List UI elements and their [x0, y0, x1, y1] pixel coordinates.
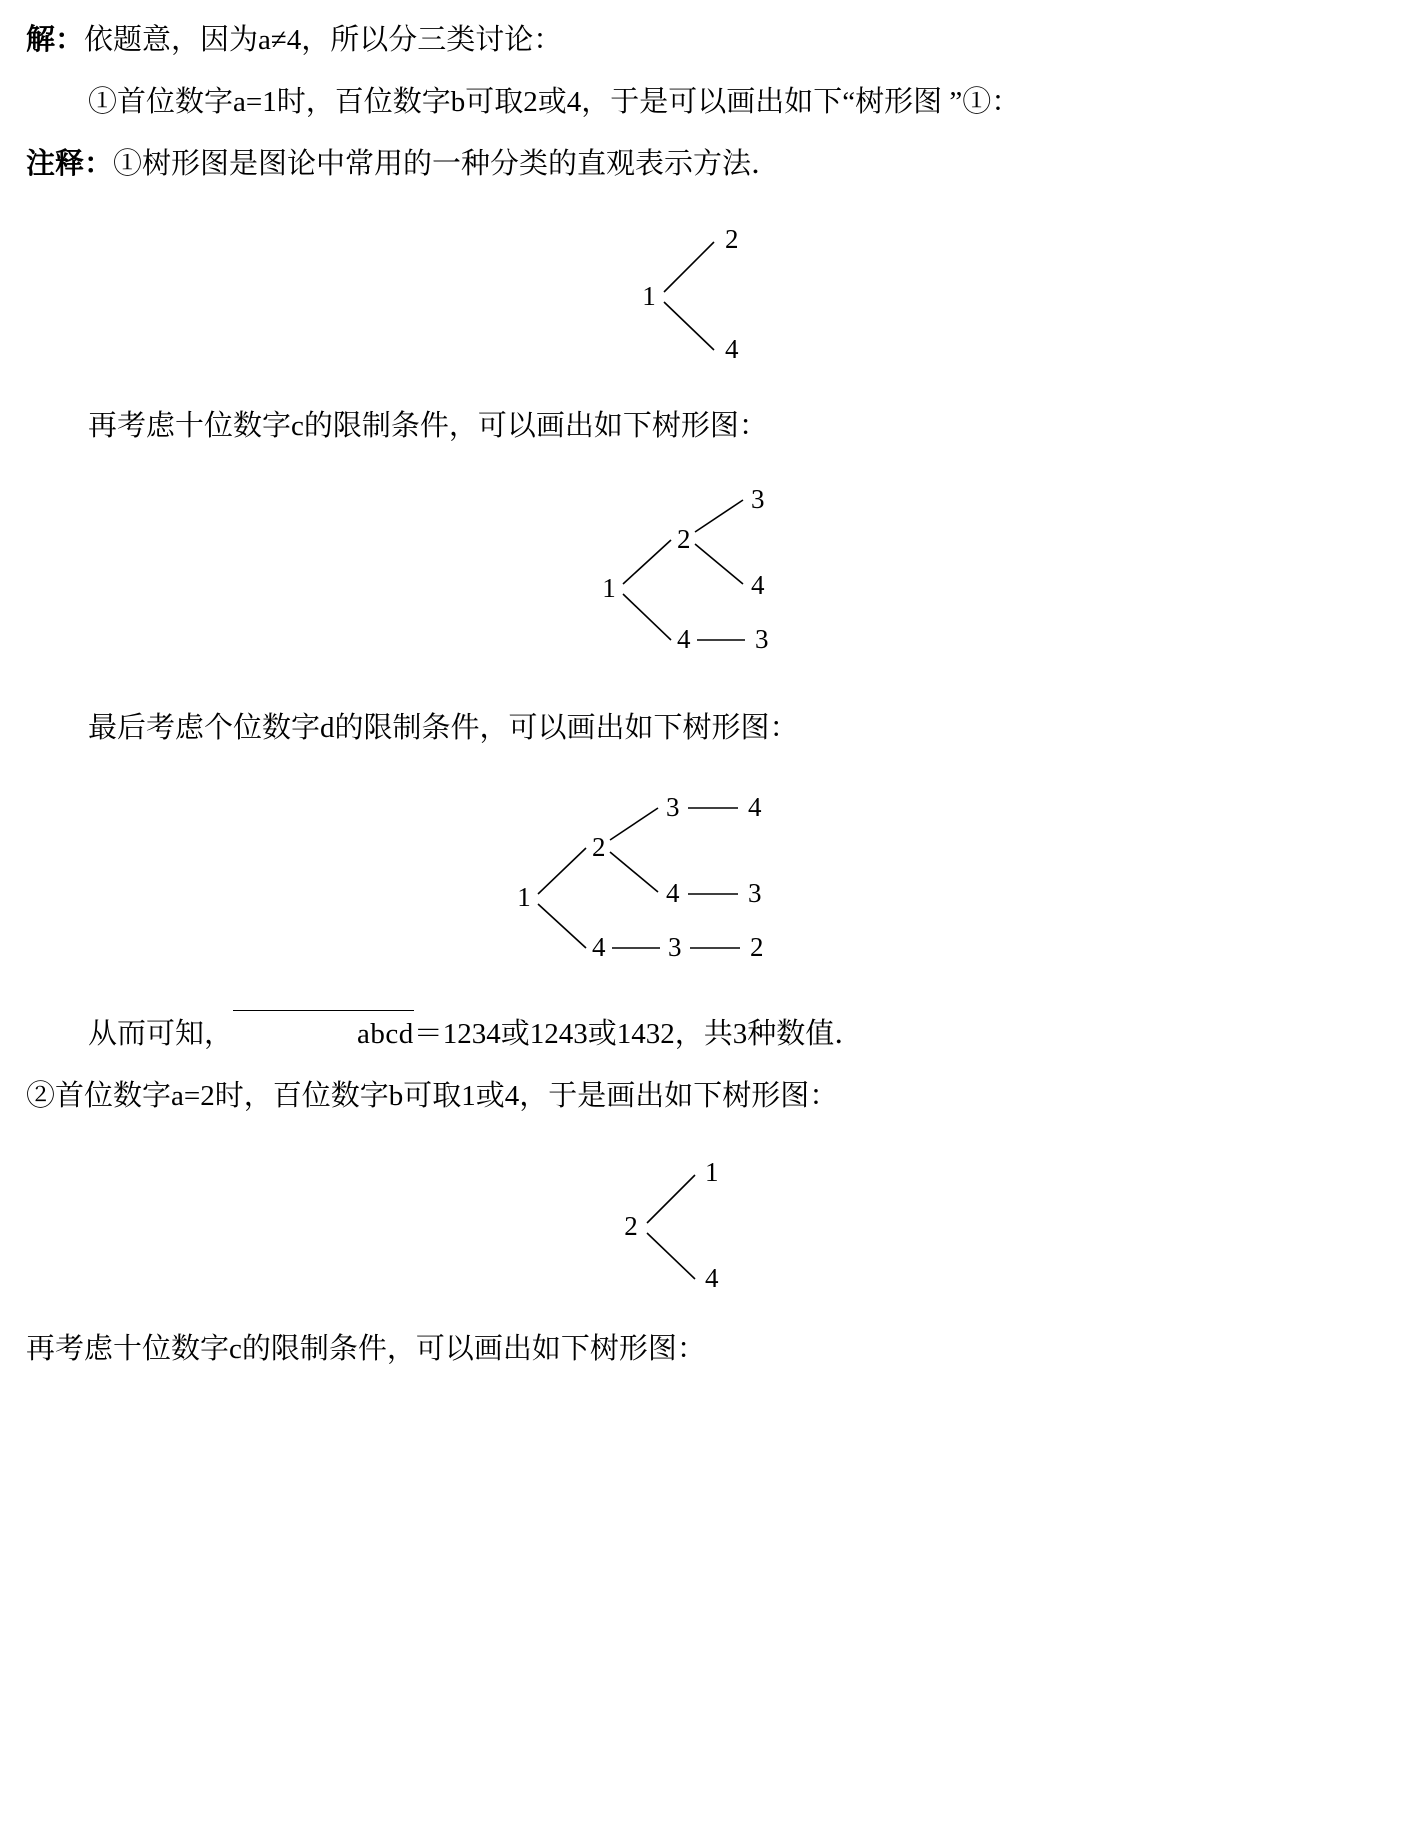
consider-c-2-text: 再考虑十位数字c的限制条件，可以画出如下树形图： [26, 1332, 706, 1365]
tree1-branch-1-label: 4 [725, 334, 739, 365]
tree3-from4-0-label: 3 [668, 932, 682, 963]
conclusion-suffix: ＝1234或1243或1432，共3种数值． [413, 1018, 864, 1051]
tree2-level1-0-label: 2 [677, 524, 691, 555]
tree2-edge-2-3 [695, 500, 743, 532]
tree4-branch-0-label: 1 [705, 1156, 719, 1187]
solution-label: 解： [26, 24, 85, 56]
tree-diagram-3 [0, 784, 1418, 974]
note-label: 注释： [26, 148, 114, 181]
spacer-after-tree3 [0, 974, 1418, 1008]
paragraph-consider-d [0, 706, 1418, 750]
tree-4-svg [559, 1153, 879, 1293]
tree3-from4child-0-label: 3 [748, 878, 762, 909]
tree3-root-label: 1 [517, 882, 531, 913]
tree3-level1-0-label: 2 [592, 832, 606, 863]
tree3-edge-root-4 [538, 904, 586, 948]
tree3-edge-root-2 [538, 848, 586, 894]
tree3-from2-1-label: 4 [666, 878, 680, 909]
overline-abcd [233, 1008, 414, 1056]
spacer-after-tree1 [0, 370, 1418, 404]
consider-c-text: 再考虑十位数字c的限制条件，可以画出如下树形图： [88, 410, 768, 443]
tree1-edge-upper [664, 242, 714, 292]
tree-1-svg [569, 220, 889, 370]
note-text: ①树形图是图论中常用的一种分类的直观表示方法． [113, 148, 781, 181]
tree2-from4-0-label: 3 [755, 624, 769, 655]
tree2-edge-2-4 [695, 544, 743, 584]
spacer-after-intro [0, 62, 1418, 80]
top-spacer [0, 0, 1418, 18]
tree2-from2-0-label: 3 [751, 484, 765, 515]
spacer-before-tree2 [0, 448, 1418, 482]
paragraph-case-1 [0, 80, 1418, 124]
spacer-after-tree4 [0, 1293, 1418, 1327]
tree2-edge-root-4 [623, 594, 671, 640]
case-2-text: ②首位数字a=2时，百位数字b可取1或4，于是画出如下树形图： [26, 1080, 839, 1113]
tree3-level1-1-label: 4 [592, 932, 606, 963]
tree-2-svg [559, 482, 919, 672]
spacer-after-case1 [0, 124, 1418, 142]
overline-bar [233, 1010, 414, 1011]
overline-text: abcd [357, 1018, 414, 1051]
spacer-after-tree2 [0, 672, 1418, 706]
tree4-edge-upper [647, 1175, 695, 1223]
tree3-from43-0-label: 2 [750, 932, 764, 963]
tree2-root-label: 1 [602, 573, 616, 604]
tree2-edge-root-2 [623, 540, 671, 584]
solution-text: 依题意，因为a≠4，所以分三类讨论： [84, 24, 563, 56]
tree-diagram-1 [0, 220, 1418, 370]
paragraph-solution-intro [0, 18, 1418, 62]
spacer-before-tree4 [0, 1119, 1418, 1153]
paragraph-case-2 [0, 1074, 1418, 1118]
tree3-edge-2-3 [610, 808, 658, 840]
consider-d-text: 最后考虑个位数字d的限制条件，可以画出如下树形图： [88, 712, 799, 745]
tree2-from2-1-label: 4 [751, 570, 765, 601]
tree4-branch-1-label: 4 [705, 1262, 719, 1293]
tree1-branch-0-label: 2 [725, 224, 739, 255]
spacer-before-tree3 [0, 750, 1418, 784]
tree-diagram-2 [0, 482, 1418, 672]
tree2-level1-1-label: 4 [677, 624, 691, 655]
tree1-edge-lower [664, 302, 714, 350]
paragraph-consider-c-2 [0, 1327, 1418, 1371]
paragraph-consider-c [0, 404, 1418, 448]
paragraph-note [0, 142, 1418, 186]
case-1-text: ①首位数字a=1时，百位数字b可取2或4，于是可以画出如下“树形图 ”①： [88, 86, 1021, 119]
tree4-root-label: 2 [624, 1210, 638, 1241]
tree4-edge-lower [647, 1233, 695, 1279]
tree3-from2-0-label: 3 [666, 792, 680, 823]
spacer-after-conclusion [0, 1056, 1418, 1074]
tree1-root-label: 1 [642, 281, 656, 312]
tree3-edge-2-4 [610, 852, 658, 892]
conclusion-prefix: 从而可知， [88, 1018, 234, 1051]
tree-diagram-4 [0, 1153, 1418, 1293]
tree3-from3-0-label: 4 [748, 792, 762, 823]
tree-3-svg [474, 784, 944, 974]
spacer-before-tree1 [0, 186, 1418, 220]
paragraph-conclusion-1 [0, 1008, 1418, 1056]
